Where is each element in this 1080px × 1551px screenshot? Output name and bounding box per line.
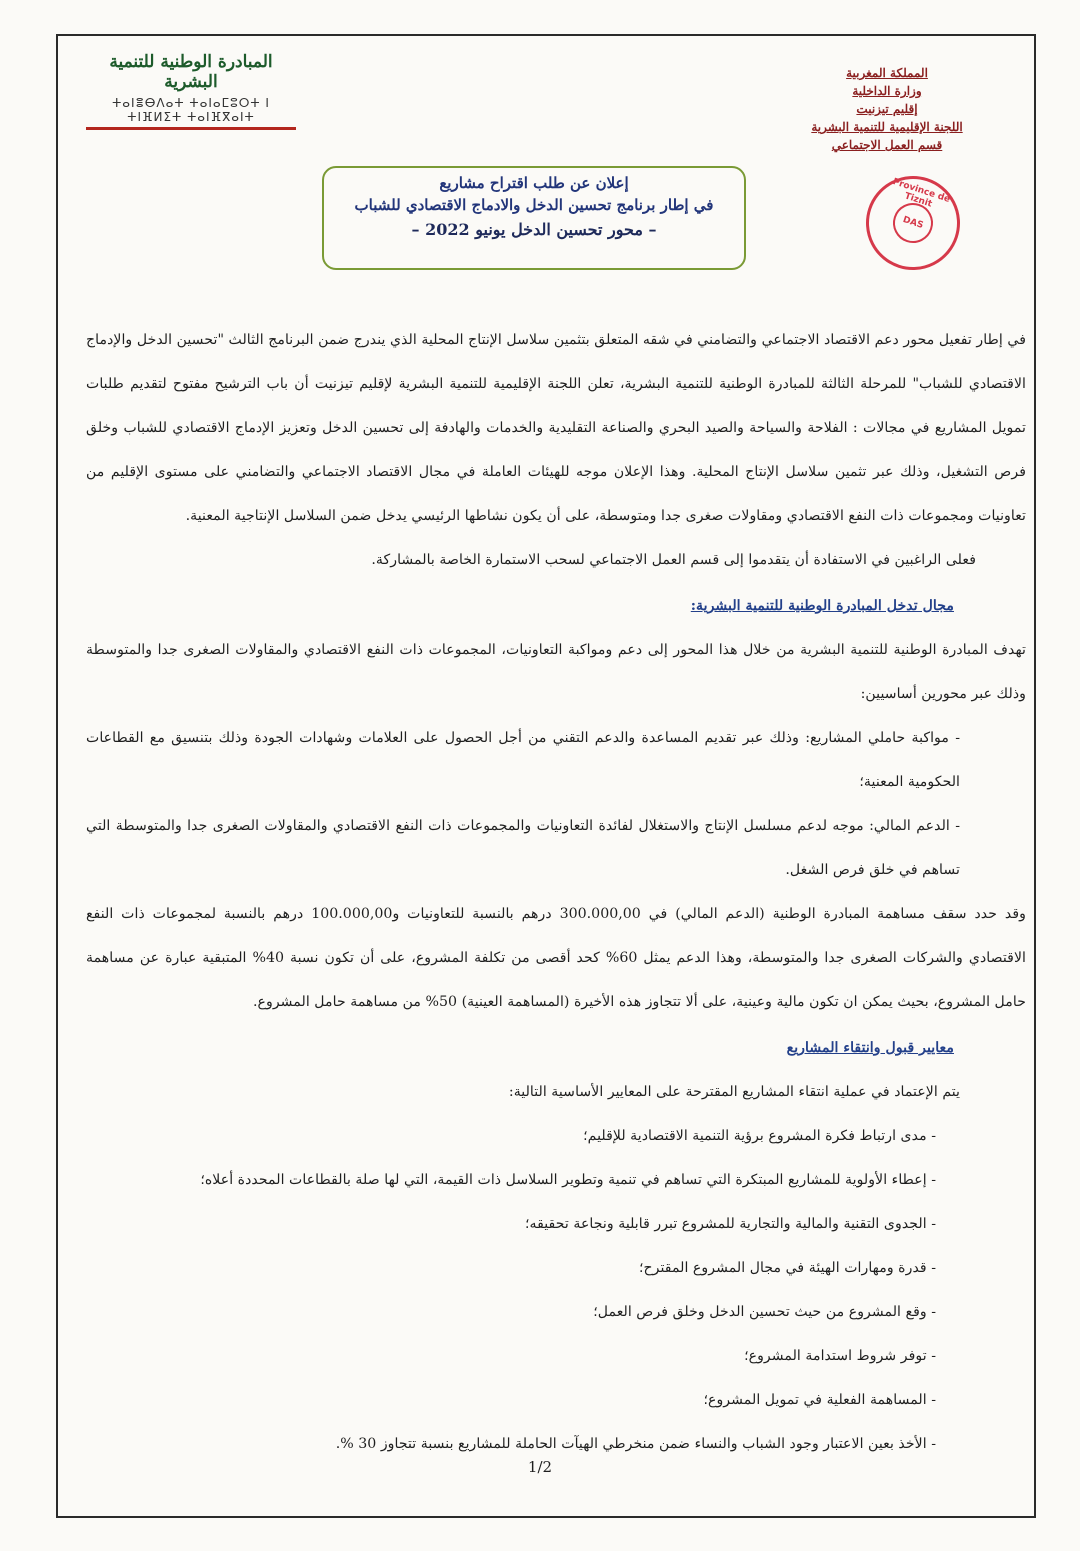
criteria-item: - وقع المشروع من حيث تحسين الدخل وخلق فرص العمل؛ (593, 1304, 936, 1320)
indh-logo-tifinagh: ⵜⴰⵏⴻⴱⴷⴰⵜ ⵜⴰⵏⴰⵎⵓⵔⵜ ⵏ ⵜⵏⴼⵍⵉⵜ ⵜⴰⵏⴼⴳⴰⵏⵜ (112, 96, 270, 124)
section-criteria-text: يتم الإعتماد في عملية انتقاء المشاريع المقترحة على المعايير الأساسية التالية: (508, 1084, 960, 1100)
title-line-2: في إطار برنامج تحسين الدخل والادماج الاقتصادي للشباب (354, 196, 714, 214)
section-intervention-title: مجال تدخل المبادرة الوطنية للتنمية البشرية: (690, 598, 954, 614)
gov-line-kingdom: المملكة المغربية (846, 66, 928, 80)
gov-line-division: قسم العمل الاجتماعي (831, 138, 943, 152)
title-line-1: إعلان عن طلب اقتراح مشاريع (439, 174, 629, 192)
criteria-item: - إعطاء الأولوية للمشاريع المبتكرة التي تساهم في تنمية وتطوير السلاسل ذات القيمة، التي لها صلة بالقطاعات المحددة أعلاه؛ (200, 1172, 936, 1188)
section-criteria-title: معايير قبول وانتقاء المشاريع (786, 1040, 954, 1056)
funding-paragraph: وقد حدد سقف مساهمة المبادرة الوطنية (الدعم المالي) في 300.000,00 درهم بالنسبة للتعاونيات و100.000,00 درهم بالنسبة لمجموعات ذات النفع الاقتصادي والشركات الصغرى جدا والمتوسطة، وهذا الدعم يمثل 60% كحد أقصى من تكلفة المشروع، على أن تكون نسبة 40% المتبقية عبارة عن مساهمة حامل المشروع، بحيث يمكن ان تكون مالية وعينية، على ألا تتجاوز هذه الأخيرة (المساهمة العينية) 50% من مساهمة حامل المشروع. (86, 906, 1026, 1010)
government-header (792, 64, 982, 154)
section-intervention-text: تهدف المبادرة الوطنية للتنمية البشرية من خلال هذا المحور إلى دعم ومواكبة التعاونيات، المجموعات ذات النفع الاقتصادي والمقاولات الصغرى جدا والمتوسطة وذلك عبر محورين أساسيين: (86, 642, 1026, 702)
stamp-outer-text: Province de Tiznit (891, 177, 952, 210)
criteria-item: - توفر شروط استدامة المشروع؛ (744, 1348, 936, 1364)
gov-line-ministry: وزارة الداخلية (852, 84, 922, 98)
invitation-paragraph: فعلى الراغبين في الاستفادة أن يتقدموا إلى قسم العمل الاجتماعي لسحب الاستمارة الخاصة بالمشاركة. (371, 552, 976, 568)
title-line-3: – محور تحسين الدخل يونيو 2022 – (411, 220, 657, 239)
stamp-inner-text: DAS (888, 198, 938, 248)
indh-logo-arabic: المبادرة الوطنية للتنمية البشرية (109, 52, 273, 92)
criteria-item: - المساهمة الفعلية في تمويل المشروع؛ (703, 1392, 936, 1408)
criteria-item: - الأخذ بعين الاعتبار وجود الشباب والنساء ضمن منخرطي الهيآت الحاملة للمشاريع بنسبة تتجاوز 30 %. (335, 1436, 936, 1452)
criteria-item: - مدى ارتباط فكرة المشروع برؤية التنمية الاقتصادية للإقليم؛ (583, 1128, 936, 1144)
criteria-item: - قدرة ومهارات الهيئة في مجال المشروع المقترح؛ (639, 1260, 936, 1276)
criteria-item: - الجدوى التقنية والمالية والتجارية للمشروع تبرر قابلية ونجاعة تحقيقه؛ (524, 1216, 936, 1232)
page-number: 1/2 (527, 1458, 553, 1476)
bullet-support-holders: - مواكبة حاملي المشاريع: وذلك عبر تقديم المساعدة والدعم التقني من أجل الحصول على العلامات وشهادات الجودة وذلك بتنسيق مع القطاعات الحكومية المعنية؛ (86, 730, 960, 790)
indh-logo-underline (86, 127, 296, 130)
bullet-financial-support: - الدعم المالي: موجه لدعم مسلسل الإنتاج والاستغلال لفائدة التعاونيات والمجموعات ذات النفع الاقتصادي والمقاولات الصغرى جدا والمتوسطة التي تساهم في خلق فرص الشغل. (86, 818, 960, 878)
gov-line-committee: اللجنة الإقليمية للتنمية البشرية (811, 120, 963, 134)
announcement-body (86, 318, 1026, 1466)
gov-line-province: إقليم تيزنيت (856, 102, 918, 116)
announcement-title-box (322, 166, 746, 270)
indh-logo (86, 52, 296, 130)
intro-paragraph: في إطار تفعيل محور دعم الاقتصاد الاجتماعي والتضامني في شقه المتعلق بتثمين سلاسل الإنتاج المحلية الذي يندرج ضمن البرنامج الثالث "تحسين الدخل والإدماج الاقتصادي للشباب" للمرحلة الثالثة للمبادرة الوطنية للتنمية البشرية، تعلن اللجنة الإقليمية للتنمية البشرية لإقليم تيزنيت أن باب الترشيح مفتوح لتقديم طلبات تمويل المشاريع في مجالات : الفلاحة والسياحة والصيد البحري والصناعة التقليدية والخدمات والهادفة إلى تحسين الدخل وتعزيز الإدماج الاقتصادي للشباب وخلق فرص التشغيل، وذلك عبر تثمين سلاسل الإنتاج المحلية. وهذا الإعلان موجه للهيئات العاملة في مجال الاقتصاد الاجتماعي والتضامني على مستوى الإقليم من تعاونيات ومجموعات ذات النفع الاقتصادي ومقاولات صغرى جدا ومتوسطة، على أن يكون نشاطها الرئيسي يدخل ضمن السلاسل الإنتاجية المعنية. (86, 332, 1026, 524)
